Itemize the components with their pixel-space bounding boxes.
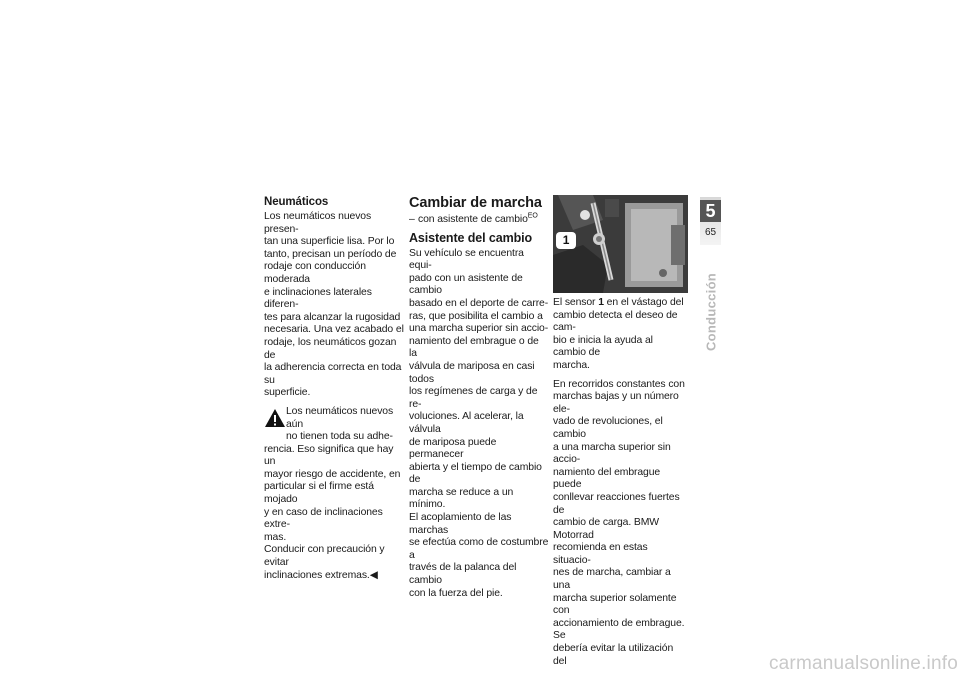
section-heading-tires: Neumáticos — [264, 196, 329, 208]
end-mark-icon: ◀ — [369, 569, 378, 581]
watermark: carmanualsonline.info — [768, 653, 958, 674]
chapter-heading-shifting: Cambiar de marcha — [409, 195, 542, 211]
bullet-dash: – — [409, 214, 415, 225]
gear-lever-photo — [553, 195, 688, 293]
photo-callout-1: 1 — [556, 232, 576, 249]
warning-text-rest: rencia. Eso significa que hay un mayor riesgo de accidente, en particular si el firme está mojado y en caso de inclinaciones extre- mas. Conducir con precaución y evitar inclinaciones extremas. — [264, 443, 401, 581]
bullet-text: con asistente de cambio — [418, 214, 528, 225]
bullet-superscript: EO — [527, 212, 538, 220]
column-sensor — [553, 195, 688, 668]
shift-assistant-paragraph: Su vehículo se encuentra equi- pado con un asistente de cambio basado en el deporte de carre- ras, que posibilita el cambio a una marcha superior sin accio- namiento del embrague o de la válvula de mariposa en casi todos los regímenes de carga y de re- voluciones. Al acelerar, la válvula de mariposa puede permanecer abierta y el tiempo de cambio de marcha se reduce a un mínimo. El acoplamiento de las marchas se efectúa como de costumbre a través de la palanca del cambio con la fuerza del pie. — [409, 247, 549, 599]
warning-block — [264, 406, 404, 582]
warning-text-first: Los neumáticos nuevos aún no tienen toda su adhe- — [286, 405, 394, 443]
page-number: 65 — [704, 227, 717, 238]
warning-triangle-icon — [264, 408, 286, 428]
chapter-number: 5 — [700, 200, 721, 222]
chapter-tab — [700, 197, 721, 245]
equipment-bullet — [409, 214, 549, 227]
subheading-shift-assistant: Asistente del cambio — [409, 230, 533, 245]
constant-driving-paragraph: En recorridos constantes con marchas bajas y un número ele- vado de revoluciones, el cambio a una marcha superior sin accio- namiento del embrague puede conllevar reacciones fuertes de cambio de carga. BMW Motorrad recomienda en estas situacio- nes de marcha, cambiar a una marcha superior solamente con accionamiento de embrague. Se debería evitar la utilización del — [553, 378, 685, 667]
chapter-title-vertical: Conducción — [703, 272, 719, 352]
sensor-number: 1 — [598, 297, 604, 308]
column-shifting — [409, 195, 549, 600]
sensor-paragraph: El sensor 1 en el vástago del cambio detecta el deseo de cam- bio e inicia la ayuda al cambio de marcha. — [553, 297, 684, 371]
column-tires — [264, 195, 404, 582]
tires-paragraph: Los neumáticos nuevos presen- tan una superficie lisa. Por lo tanto, precisan un período de rodaje con conducción moderada e inclinaciones laterales diferen- tes para alcanzar la rugosidad necesaria. Una vez acabado el rodaje, los neumáticos gozan de la adherencia correcta en toda su superficie. — [264, 211, 404, 399]
